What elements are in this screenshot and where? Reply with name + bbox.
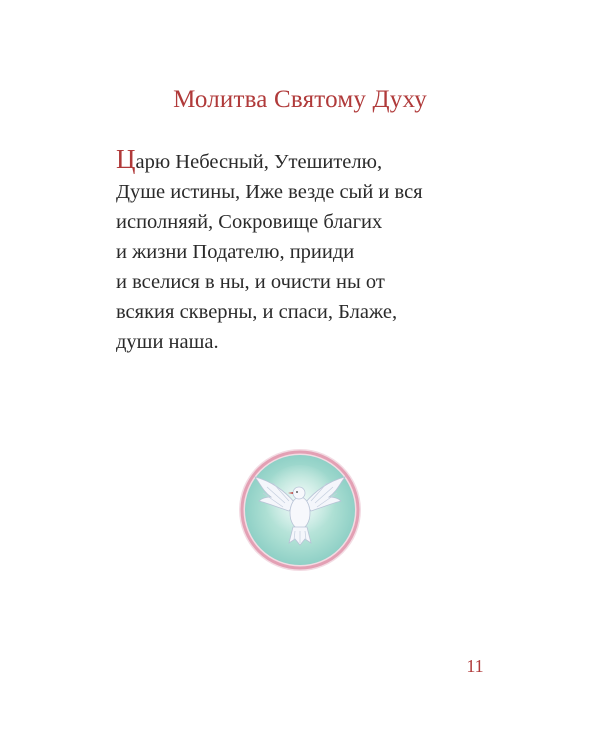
- page-title: Молитва Святому Духу: [173, 86, 427, 113]
- prayer-line: исполняяй, Сокровище благих: [116, 211, 383, 233]
- prayer-line: Душе истины, Иже везде сый и вся: [116, 181, 423, 203]
- dove-medallion: [237, 447, 363, 573]
- prayer-line: [116, 144, 556, 177]
- prayer-line: всякия скверны, и спаси, Блаже,: [116, 301, 398, 323]
- prayer-line: и вселися в ны, и очисти ны от: [116, 271, 385, 293]
- prayer-line: и жизни Подателю, прииди: [116, 241, 355, 263]
- prayer-line: души наша.: [116, 331, 219, 353]
- page-number: 11: [466, 656, 484, 676]
- drop-cap-initial: Ц: [116, 144, 136, 174]
- prayer-text: [116, 144, 556, 357]
- prayer-line-text: арю Небесный, Утешителю,: [135, 151, 383, 173]
